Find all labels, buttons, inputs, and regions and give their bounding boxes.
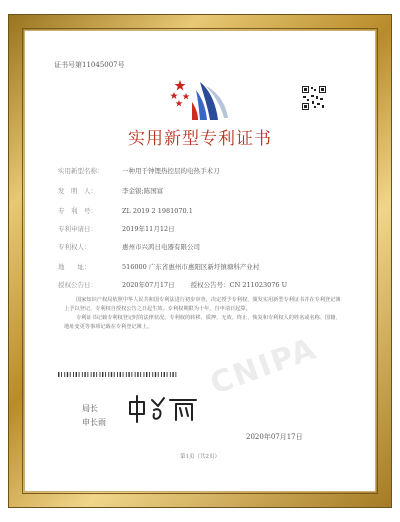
field-row-patentee (58, 242, 200, 251)
field-row-inventor (58, 186, 163, 195)
qr-code-icon (302, 86, 326, 110)
bureau-signatory (82, 402, 106, 430)
field-value: 2019年11月12日 (122, 225, 175, 233)
issue-date: 2020年07月17日 (246, 433, 303, 441)
field-row-application-date (58, 224, 175, 233)
bureau-name: 申长雨 (82, 418, 106, 427)
field-value: 516000 广东省惠州市惠阳区新圩镇塘科产业村 (122, 263, 260, 271)
field-label: 地 址： (58, 263, 91, 271)
field-value: 惠州市兴鸿日电器有限公司 (122, 243, 200, 251)
field-label: 发 明 人： (58, 187, 97, 195)
field-label: 专利申请日： (58, 225, 97, 233)
handwritten-signature-icon (124, 392, 204, 426)
cnipa-emblem-icon (166, 78, 232, 124)
field-label: 授权公告号： (190, 281, 230, 289)
field-value: 一种用于钟锂热控层的电热手术刀 (122, 167, 220, 175)
field-label: 实用新型名称： (58, 167, 104, 175)
certificate-number: 证书号第11045007号 (54, 61, 125, 69)
field-value: ZL 2019 2 1981070.1 (122, 207, 193, 215)
field-value: CN 211023076 U (229, 281, 288, 289)
barcode-icon (58, 372, 178, 377)
field-row-grant (58, 280, 287, 289)
field-label: 专 利 号： (58, 207, 97, 215)
certificate-body (64, 296, 342, 332)
field-label: 专利权人： (58, 243, 91, 251)
certificate-title: 实用新型专利证书 (128, 129, 272, 149)
body-paragraph: 专利证书记载专利权登记时的法律状况。专利权的转移、质押、无效、终止、恢复和专利权人的姓名或名称、国籍、地址变更等事项记载在专利登记簿上。 (64, 315, 341, 330)
page-footer: 第1页（共2页） (180, 454, 220, 460)
field-value: 2020年07月17日 (122, 281, 175, 289)
cnipa-watermark: CNIPA (205, 331, 322, 402)
field-value: 李金银;陈国富 (122, 187, 164, 195)
bureau-title: 局长 (82, 404, 98, 413)
body-paragraph: 国家知识产权局依照中华人民共和国专利法进行初步审查，决定授予专利权，颁发实用新型专利证书并在专利登记簿上予以登记。专利权自授权公告之日起生效。专利权期限为十年，自申请日起算。 (64, 297, 341, 312)
field-row-address (58, 262, 259, 271)
field-row-patent-number (58, 206, 193, 215)
field-label: 授权公告日： (58, 281, 97, 289)
field-row-name (58, 166, 220, 175)
